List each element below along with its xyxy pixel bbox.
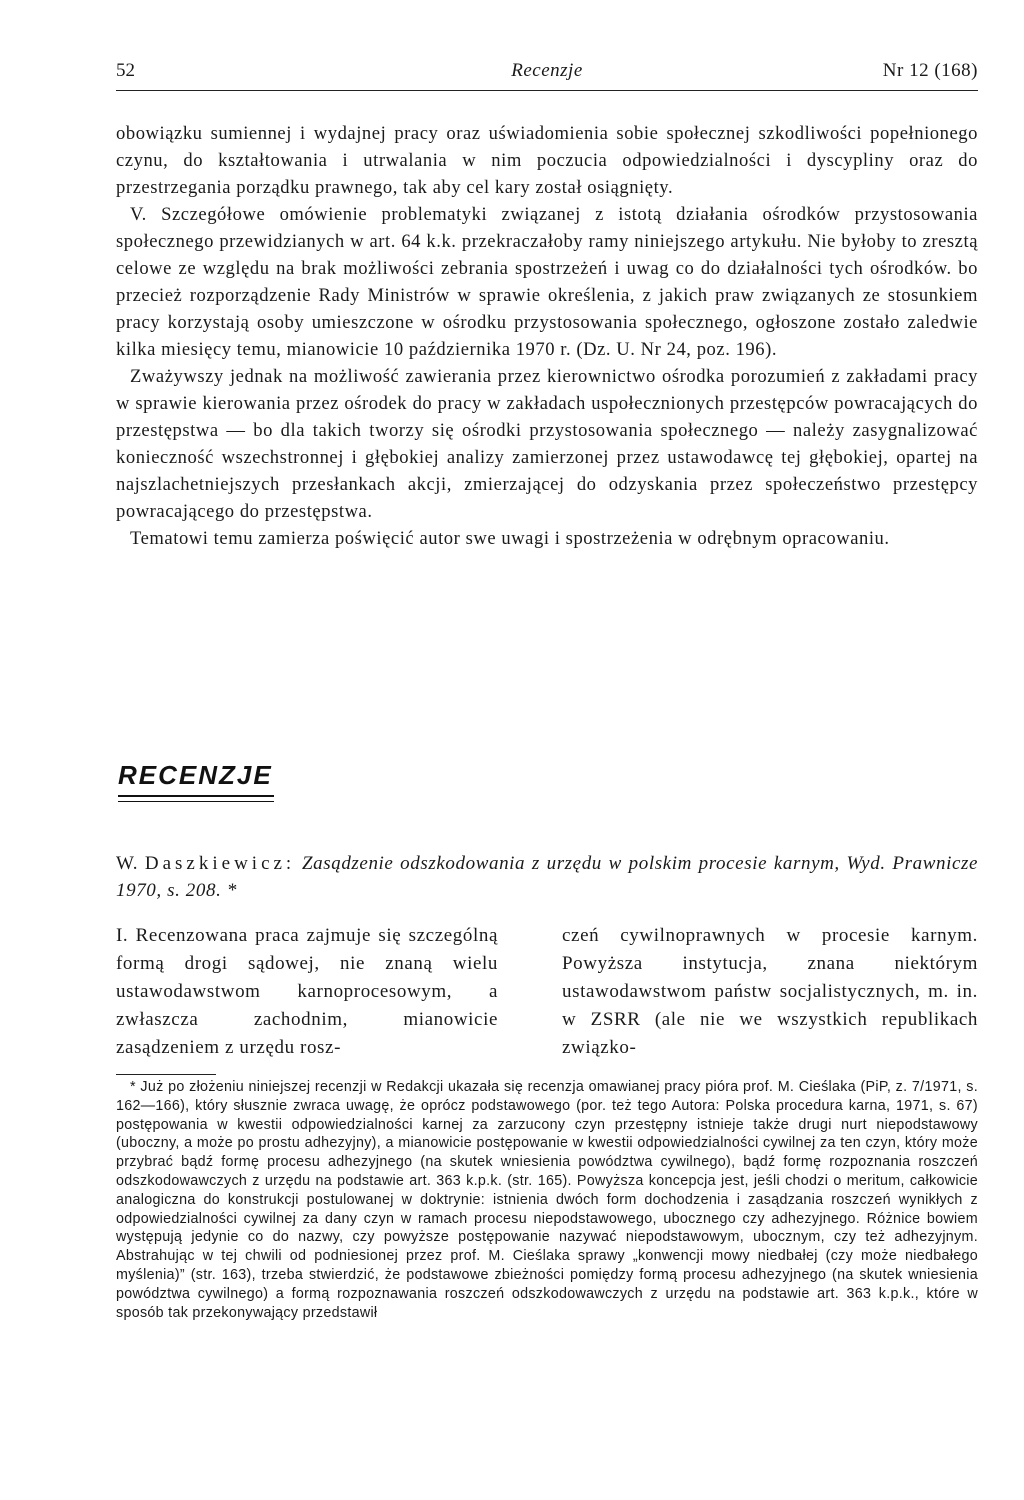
footnote xyxy=(116,1078,978,1322)
paragraph-3: Zważywszy jednak na możliwość zawierania przez kierownictwo ośrodka porozumień z zakładami pracy w sprawie kierowania przez ośrodek do pracy w zakładach uspołecznionych przestępców powracających do przestępstwa — bo dla takich tworzy się ośrodki przystosowania społecznego — należy zasygnalizować konieczność wszechstronnej i głębokiej analizy zamierzonej przez ustawodawcę tej głębokiej, opartej na najszlachetniejszych przesłankach akcji, zmierzającej do odzyskania przez społeczeństwo przestępcy powracającego do przestępstwa. xyxy=(116,366,978,522)
footnote-text: * Już po złożeniu niniejszej recenzji w Redakcji ukazała się recenzja omawianej pracy pióra prof. M. Cieślaka (PiP, z. 7/1971, s. 162—166), który słusznie zwraca uwagę, że oprócz podstawowego (por. też tego Autora: Polska procedura karna, 1971, s. 67) postępowania w kwestii odpowiedzialności karnej za zarzucony czyn przestępny istnieje także drugi nurt niepodstawowy (uboczny, a może po prostu adhezyjny), a mianowicie postępowanie w kwestii odpowiedzialności cywilnej za ten czyn, który może przybrać bądź formę procesu adhezyjnego (na skutek wniesienia powództwa cywilnego), bądź formę rozpoznania roszczeń odszkodowawczych z urzędu na podstawie art. 363 k.p.k. (str. 165). Powyższa koncepcja jest, jeśli chodzi o meritum, całkowicie analogiczna do konstrukcji postulowanej w doktrynie: istnienia dwóch form dochodzenia i zasądzania roszczeń wynikłych z odpowiedzialności cywilnej za dany czyn w ramach procesu niepodstawowego, ubocznego czy adhezyjnego. Różnice bowiem występują jedynie co do nazwy, czy powyższe postępowanie nazywać niepodstawowym, ubocznym, czy też adhezyjnym. Abstrahując w tej chwili od podniesionej przez prof. M. Cieślaka sprawy „konwencji mowy niedbałej (czy może niedbałego myślenia)” (str. 163), trzeba stwierdzić, że podstawowe zbieżności pomiędzy formą procesu adhezyjnego (na skutek wniesienia powództwa cywilnego) a formą rozpoznawania roszczeń odszkodowawczych z urzędu na podstawie art. 363 k.p.k., które w sposób tak przekonywający przedstawił xyxy=(116,1079,978,1321)
column-right-text: czeń cywilnoprawnych w procesie karnym. Powyższa instytucja, znana niektórym ustawodawstwom państw socjalistycznych, m. in. w ZSRR (ale nie we wszystkich republikach związko- xyxy=(562,925,978,1058)
section-underline-thin xyxy=(118,801,274,802)
footnote-rule xyxy=(116,1074,216,1075)
author-initial: W. xyxy=(116,853,139,874)
review-citation xyxy=(116,850,978,904)
article-body xyxy=(116,120,978,552)
paragraph-1: obowiązku sumiennej i wydajnej pracy oraz uświadomienia sobie społecznej szkodliwości popełnionego czynu, do kształtowania i utrwalania w nim poczucia odpowiedzialności i dyscypliny oraz do przestrzegania porządku prawnego, tak aby cel kary został osiągnięty. xyxy=(116,123,978,198)
page-number: 52 xyxy=(116,60,135,81)
running-header xyxy=(116,60,978,84)
column-left xyxy=(116,922,498,1062)
footnote-marker: * xyxy=(226,880,237,901)
section-underline xyxy=(118,795,274,797)
column-right xyxy=(562,922,978,1062)
paragraph-4: Tematowi temu zamierza poświęcić autor swe uwagi i spostrzeżenia w odrębnym opracowaniu. xyxy=(130,528,890,549)
running-title: Recenzje xyxy=(511,60,583,81)
section-heading: RECENZJE xyxy=(118,760,273,790)
issue-number: Nr 12 (168) xyxy=(882,60,978,81)
column-left-text: I. Recenzowana praca zajmuje się szczególną formą drogi sądowej, nie znaną wielu ustawodawstwom karnoprocesowym, a zwłaszcza zachodnim, mianowicie zasądzeniem z urzędu rosz- xyxy=(116,925,498,1058)
author-name: Daszkiewicz: xyxy=(144,853,296,874)
header-rule xyxy=(116,90,978,91)
paragraph-2: V. Szczegółowe omówienie problematyki związanej z istotą działania ośrodków przystosowania społecznego przewidzianych w art. 64 k.k. przekraczałoby ramy niniejszego artykułu. Nie byłoby to zresztą celowe ze względu na brak możliwości zebrania spostrzeżeń i uwag co do działalności tych ośrodków. bo przecież rozporządzenie Rady Ministrów w sprawie określenia, z jakich praw związanych ze stosunkiem pracy korzystają osoby umieszczone w ośrodku przystosowania społecznego, ogłoszone zostało zaledwie kilka miesięcy temu, mianowicie 10 października 1970 r. (Dz. U. Nr 24, poz. 196). xyxy=(116,204,978,360)
work-title: Zasądzenie odszkodowania z urzędu w polskim procesie karnym, Wyd. Prawnicze 1970, s. 208. xyxy=(116,853,979,901)
